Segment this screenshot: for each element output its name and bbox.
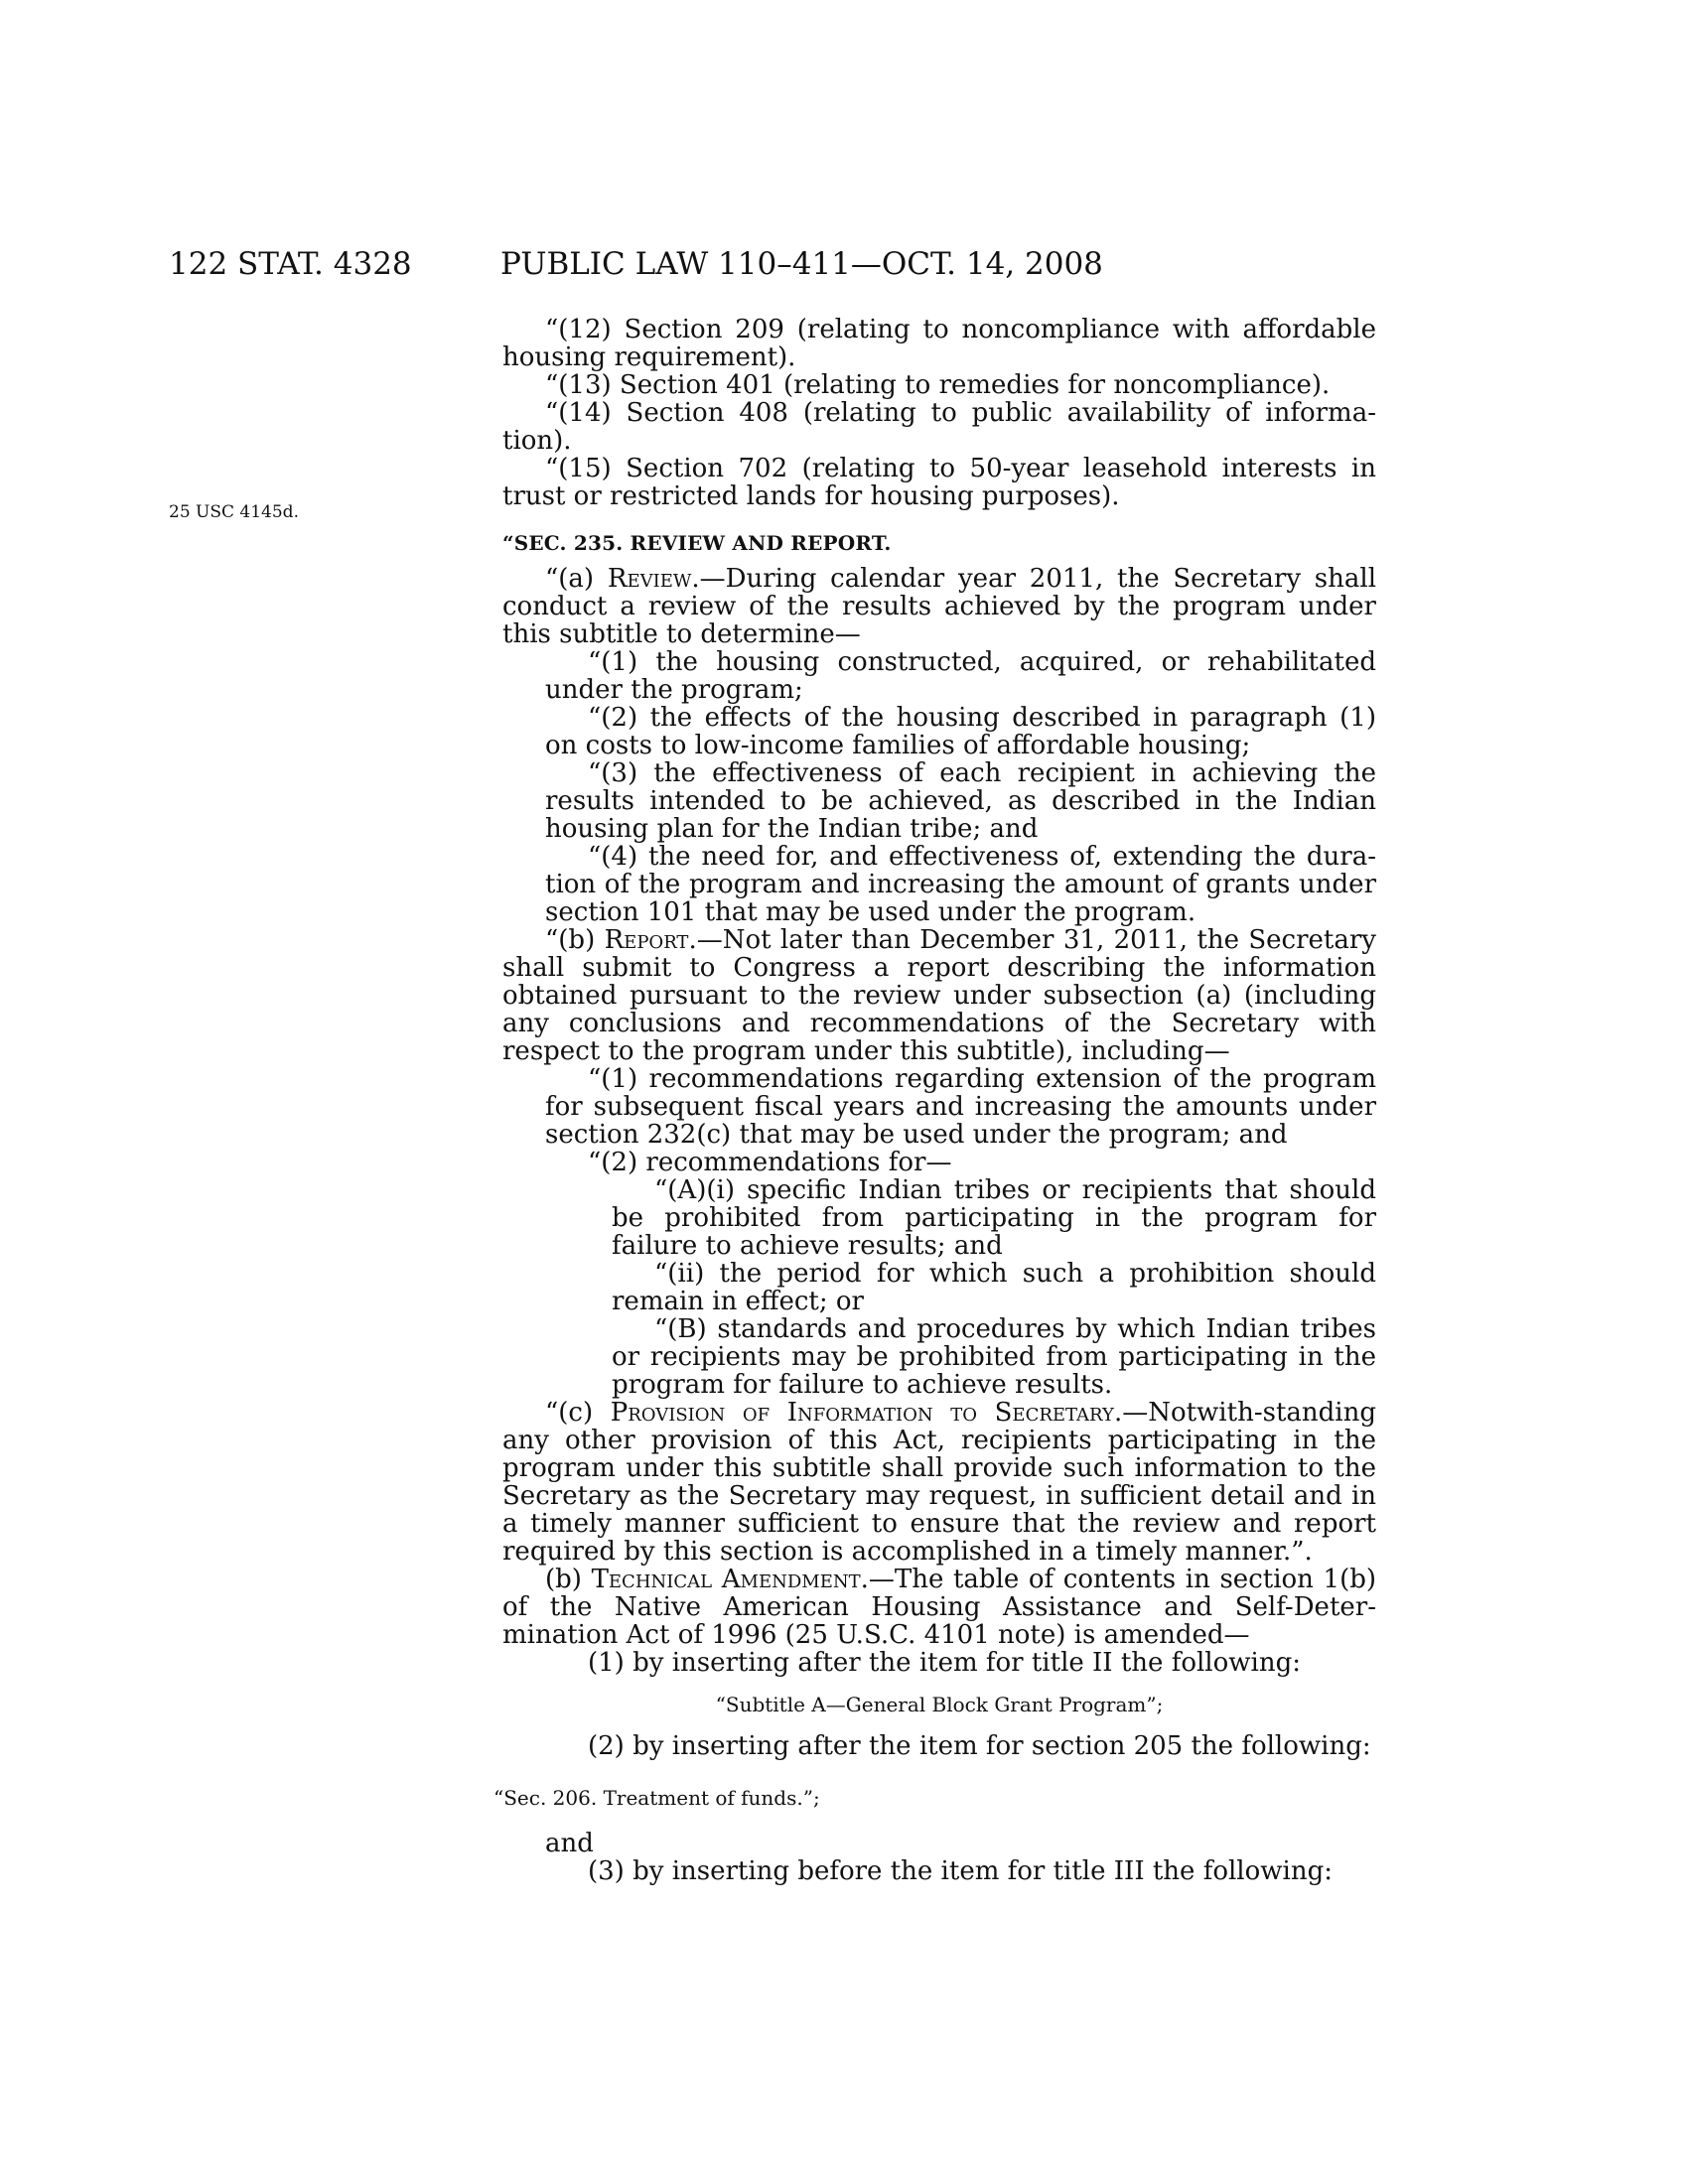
toc-section-entry: “Sec. 206. Treatment of funds.”; bbox=[493, 1786, 820, 1810]
subsection-b-item-2-a-ii: “(ii) the period for which such a prohibition should remain in effect; or bbox=[612, 1259, 1376, 1316]
paragraph-13: “(13) Section 401 (relating to remedies for noncompliance). bbox=[545, 370, 1331, 400]
subsection-b-item-2-b: “(B) standards and procedures by which Indian tribes or recipients may be prohibited from participating in the program for failure to achieve results. bbox=[612, 1314, 1376, 1400]
subsection-a-item-4: “(4) the need for, and effectiveness of, extending the dura-tion of the program and increasing the amount of grants under section 101 that may be used under the program. bbox=[545, 842, 1376, 927]
amendment-item-2: (2) by inserting after the item for section 205 the following: bbox=[588, 1731, 1371, 1761]
subsection-a-item-2: “(2) the effects of the housing described in paragraph (1) on costs to low-income families of affordable housing; bbox=[545, 703, 1376, 760]
amendment-item-1: (1) by inserting after the item for title II the following: bbox=[588, 1648, 1301, 1678]
subsection-c-heading: Provision of Information to Secretary bbox=[610, 1398, 1114, 1428]
subsection-a: “(a) Review.—During calendar year 2011, the Secretary shall conduct a review of the results achieved by the program under this subtitle to determine— bbox=[502, 564, 1377, 649]
toc-subtitle-entry: “Subtitle A—General Block Grant Program”; bbox=[715, 1693, 1164, 1716]
amendment-item-3: (3) by inserting before the item for title III the following: bbox=[588, 1856, 1333, 1886]
statute-page-number: 122 STAT. 4328 bbox=[169, 246, 412, 282]
running-header: PUBLIC LAW 110–411—OCT. 14, 2008 bbox=[500, 246, 1103, 282]
paragraph-15: “(15) Section 702 (relating to 50-year leasehold interests in trust or restricted lands for housing purposes). bbox=[502, 454, 1376, 511]
technical-amendment-heading: Technical Amendment bbox=[591, 1565, 861, 1594]
subsection-a-item-1: “(1) the housing constructed, acquired, or rehabilitated under the program; bbox=[545, 647, 1376, 705]
paragraph-14: “(14) Section 408 (relating to public availability of informa-tion). bbox=[502, 398, 1376, 456]
conjunction-and: and bbox=[545, 1829, 594, 1858]
subsection-b-heading: Report bbox=[604, 925, 689, 955]
technical-amendment: (b) Technical Amendment.—The table of contents in section 1(b) of the Native American Housing Assistance and Self-Deter-mination Act of 1996 (25 U.S.C. 4101 note) is amended— bbox=[502, 1565, 1377, 1650]
subsection-b: “(b) Report.—Not later than December 31, 2011, the Secretary shall submit to Congress a report describing the information obtained pursuant to the review under subsection (a) (including any conclusions and recommendations of the Secretary with respect to the program under this subtitle), including— bbox=[502, 925, 1376, 1066]
paragraph-12: “(12) Section 209 (relating to noncompliance with affordable housing requirement). bbox=[502, 315, 1376, 372]
subsection-a-item-3: “(3) the effectiveness of each recipient in achieving the results intended to be achieved, as described in the Indian housing plan for the Indian tribe; and bbox=[545, 758, 1376, 844]
subsection-a-heading: Review bbox=[607, 564, 692, 594]
margin-citation: 25 USC 4145d. bbox=[169, 502, 299, 522]
subsection-b-item-2: “(2) recommendations for— bbox=[588, 1148, 952, 1177]
section-heading: “SEC. 235. REVIEW AND REPORT. bbox=[502, 531, 892, 555]
subsection-b-item-2-a-i: “(A)(i) specific Indian tribes or recipients that should be prohibited from participating in the program for failure to achieve results; and bbox=[612, 1175, 1376, 1261]
document-body bbox=[493, 315, 1377, 1886]
subsection-b-item-1: “(1) recommendations regarding extension of the program for subsequent fiscal years and increasing the amounts under section 232(c) that may be used under the program; and bbox=[545, 1064, 1376, 1150]
subsection-c: “(c) Provision of Information to Secretary.—Notwith-standing any other provision of this Act, recipients participating in the program under this subtitle shall provide such information to the Secretary as the Secretary may request, in sufficient detail and in a timely manner sufficient to ensure that the review and report required by this section is accomplished in a timely manner.”. bbox=[502, 1398, 1376, 1567]
